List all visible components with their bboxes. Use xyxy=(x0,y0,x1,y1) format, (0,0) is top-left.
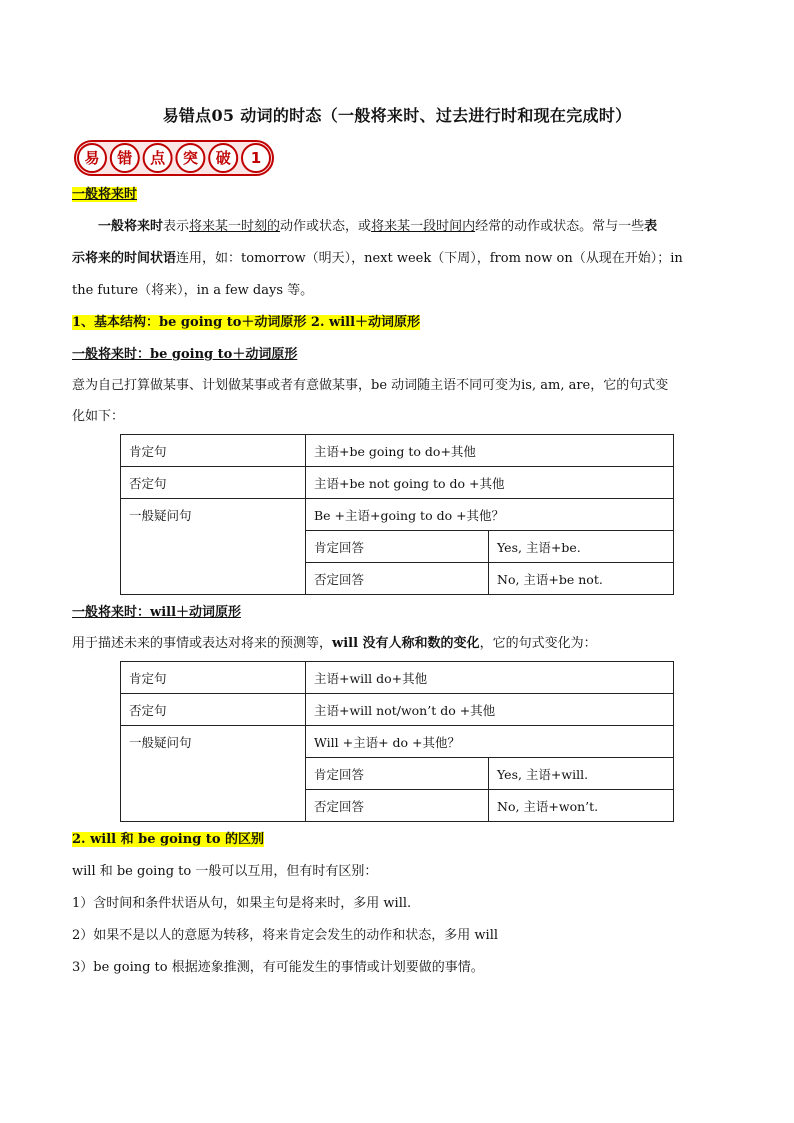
sub1-heading-text: 一般将来时：be going to＋动词原形 xyxy=(72,347,298,362)
sub2-desc xyxy=(72,635,728,653)
sub1-desc-1: 意为自己打算做某事、计划做某事或者有意做某事，be 动词随主语不同可变为is, am, are，它的句式变 xyxy=(72,378,669,393)
table-cell: No, 主语+be not. xyxy=(489,563,674,595)
badge-char: 点 xyxy=(150,149,166,167)
diff-item: 1）含时间和条件状语从句，如果主句是将来时，多用 will. xyxy=(72,896,412,911)
table-row xyxy=(121,467,674,499)
table-row xyxy=(121,694,674,726)
diff-heading-text: 2. will 和 be going to 的区别 xyxy=(72,832,265,847)
intro-line-2 xyxy=(72,250,728,268)
table-row xyxy=(121,726,674,758)
table-cell: 肯定回答 xyxy=(306,531,489,563)
intro-text: 表示 xyxy=(163,219,190,234)
badge-char: 突 xyxy=(182,149,198,167)
table-row xyxy=(121,662,674,694)
intro-term: 一般将来时 xyxy=(98,219,164,234)
intro-bold: 表 xyxy=(644,219,658,234)
intro-line-1 xyxy=(72,218,728,236)
table-cell: 主语+will do+其他 xyxy=(306,662,674,694)
table-cell: 否定回答 xyxy=(306,790,489,822)
table-cell: 肯定句 xyxy=(121,435,306,467)
sub2-heading-text: 一般将来时：will＋动词原形 xyxy=(72,605,242,620)
table-cell: 否定句 xyxy=(121,467,306,499)
diff-heading xyxy=(72,831,728,849)
intro-bold: 示将来的时间状语 xyxy=(72,251,177,266)
diff-intro: will 和 be going to 一般可以互用，但有时有区别： xyxy=(72,864,378,879)
diff-item: 3）be going to 根据迹象推测，有可能发生的事情或计划要做的事情。 xyxy=(72,960,484,975)
intro-text: 连用，如：tomorrow（明天），next week（下周），from now on（从现在开始）；in xyxy=(176,251,683,266)
sub2-heading xyxy=(72,604,728,622)
intro-text: 动作或状态，或 xyxy=(280,219,372,234)
intro-line-3: the future（将来），in a few days 等。 xyxy=(72,283,314,298)
table-row xyxy=(121,499,674,531)
table-cell: 肯定句 xyxy=(121,662,306,694)
badge-char: 易 xyxy=(84,149,100,167)
section-heading-future xyxy=(72,186,728,204)
intro-text: 经常的动作或状态。常与一些 xyxy=(475,219,645,234)
table-cell: 一般疑问句 xyxy=(121,726,306,822)
section-heading-future-text: 一般将来时 xyxy=(72,187,138,202)
table-cell: No, 主语+won’t. xyxy=(489,790,674,822)
sub1-desc-2: 化如下： xyxy=(72,409,125,424)
sub1-heading xyxy=(72,346,728,364)
sub2-desc-bold: will 没有人称和数的变化 xyxy=(332,636,480,651)
table-cell: Yes, 主语+be. xyxy=(489,531,674,563)
table-row xyxy=(121,435,674,467)
badge-yicuodian-tupo xyxy=(74,140,274,176)
table-cell: 主语+be going to do+其他 xyxy=(306,435,674,467)
table-cell: 主语+will not/won’t do +其他 xyxy=(306,694,674,726)
table-cell: 否定句 xyxy=(121,694,306,726)
sub2-desc-text: 用于描述未来的事情或表达对将来的预测等， xyxy=(72,636,333,651)
intro-underline-1: 将来某一时刻的 xyxy=(189,219,281,234)
badge-char: 破 xyxy=(215,149,231,167)
intro-underline-2: 将来某一段时间内 xyxy=(371,219,476,234)
table-cell: 肯定回答 xyxy=(306,758,489,790)
table-cell: Be +主语+going to do +其他？ xyxy=(306,499,674,531)
structure-heading-text: 1、基本结构：be going to＋动词原形 2. will＋动词原形 xyxy=(72,315,421,330)
diff-item: 2）如果不是以人的意愿为转移，将来肯定会发生的动作和状态，多用 will xyxy=(72,928,499,943)
table-be-going-to xyxy=(120,434,674,595)
table-cell: Yes, 主语+will. xyxy=(489,758,674,790)
structure-heading xyxy=(72,314,728,332)
table-cell: Will +主语+ do +其他？ xyxy=(306,726,674,758)
sub2-desc-text: ，它的句式变化为： xyxy=(479,636,597,651)
table-will xyxy=(120,661,674,822)
table-cell: 主语+be not going to do +其他 xyxy=(306,467,674,499)
table-cell: 否定回答 xyxy=(306,563,489,595)
badge-char: 错 xyxy=(117,149,133,167)
page-title: 易错点05 动词的时态（一般将来时、过去进行时和现在完成时） xyxy=(162,106,632,125)
table-cell: 一般疑问句 xyxy=(121,499,306,595)
badge-char: 1 xyxy=(250,149,262,167)
